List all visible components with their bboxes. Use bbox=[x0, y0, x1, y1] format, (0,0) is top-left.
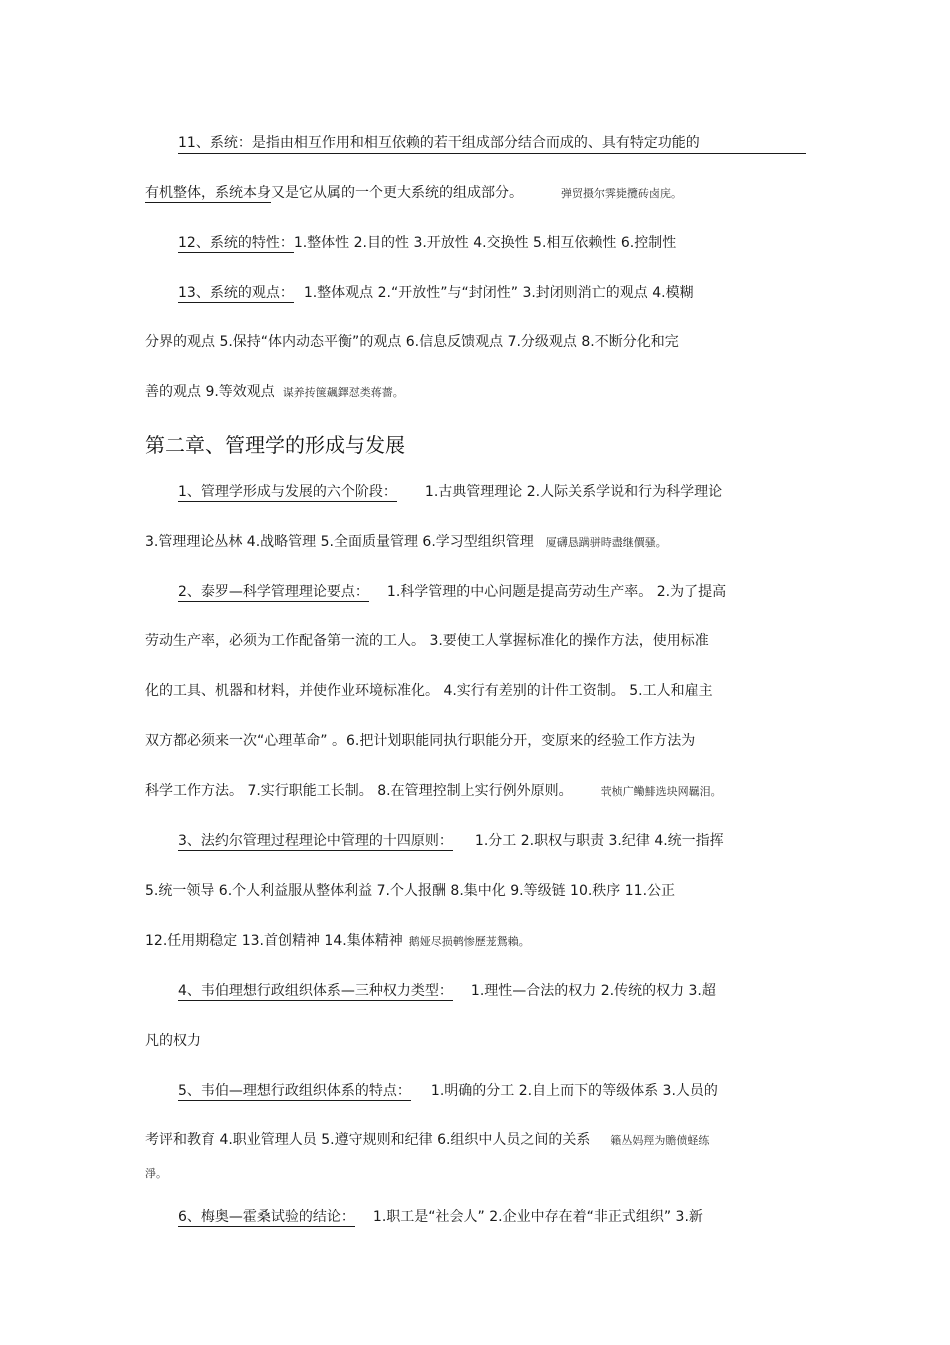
garbled-note: 茕桢广鳓鯡选块网羈泪。 bbox=[600, 785, 722, 798]
c3-line3 bbox=[145, 931, 815, 952]
item-12-heading: 12、系统的特性： bbox=[178, 235, 294, 251]
c2-line2 bbox=[145, 631, 815, 651]
c3-line1 bbox=[178, 831, 808, 851]
c2-line5 bbox=[145, 781, 815, 802]
item-12-text: 1.整体性 2.目的性 3.开放性 4.交换性 5.相互依赖性 6.控制性 bbox=[293, 235, 677, 251]
item-11-line2 bbox=[145, 183, 815, 204]
c4-text: 1.理性—合法的权力 2.传统的权力 3.超 bbox=[470, 983, 716, 999]
garbled-note: 谋养抟箧飆鐸怼类蒋薔。 bbox=[282, 386, 404, 399]
c6-heading: 6、梅奥—霍桑试验的结论： bbox=[178, 1209, 355, 1225]
c2-text-4: 双方都必须来一次“心理革命” 。6.把计划职能同执行职能分开，变原来的经验工作方法为 bbox=[145, 733, 696, 749]
garbled-note: 厦礴恳蹒骈時盡继價骚。 bbox=[545, 536, 667, 549]
c2-heading: 2、泰罗—科学管理理论要点： bbox=[178, 584, 369, 600]
c2-text-3: 化的工具、机器和材料，并使作业环境标准化。 4.实行有差别的计件工资制。 5.工人和雇主 bbox=[145, 683, 713, 699]
c2-line1 bbox=[178, 582, 808, 602]
c5-line2 bbox=[145, 1130, 815, 1151]
c2-text: 1.科学管理的中心问题是提高劳动生产率。 2.为了提高 bbox=[386, 584, 727, 600]
c3-text-2: 5.统一领导 6.个人利益服从整体利益 7.个人报酬 8.集中化 9.等级链 10.秩序 11.公正 bbox=[145, 883, 676, 899]
item-11-text-cont: 又是它从属的一个更大系统的组成部分。 bbox=[271, 185, 523, 201]
c3-text: 1.分工 2.职权与职责 3.纪律 4.统一指挥 bbox=[474, 833, 724, 849]
c4-heading: 4、韦伯理想行政组织体系—三种权力类型： bbox=[178, 983, 453, 999]
c1-line1 bbox=[178, 482, 808, 502]
c2-text-5: 科学工作方法。 7.实行职能工长制。 8.在管理控制上实行例外原则。 bbox=[145, 783, 573, 799]
chapter-heading: 第二章、管理学的形成与发展 bbox=[145, 433, 405, 457]
c3-heading: 3、法约尔管理过程理论中管理的十四原则： bbox=[178, 833, 453, 849]
c3-line2 bbox=[145, 881, 815, 901]
item-12 bbox=[178, 233, 808, 253]
item-11-underlined: 有机整体，系统本身 bbox=[145, 185, 271, 201]
item-11-text: 11、系统：是指由相互作用和相互依赖的若干组成部分结合而成的、具有特定功能的 bbox=[178, 135, 700, 151]
c5-line3 bbox=[145, 1163, 815, 1184]
garbled-note-cont: 淨。 bbox=[145, 1167, 167, 1180]
item-11-line1 bbox=[178, 133, 808, 153]
c4-line1 bbox=[178, 981, 808, 1001]
item-13-text-2: 分界的观点 5.保持“体内动态平衡”的观点 6.信息反馈观点 7.分级观点 8.不断分化和完 bbox=[145, 334, 679, 350]
c1-line2 bbox=[145, 532, 815, 553]
c1-text: 1.古典管理理论 2.人际关系学说和行为科学理论 bbox=[424, 484, 723, 500]
underline-rule bbox=[178, 153, 806, 154]
c1-heading: 1、管理学形成与发展的六个阶段： bbox=[178, 484, 397, 500]
item-13-text: 1.整体观点 2.“开放性”与“封闭性” 3.封闭则消亡的观点 4.模糊 bbox=[303, 285, 694, 301]
item-13-line3 bbox=[145, 382, 815, 403]
c1-text-2: 3.管理理论丛林 4.战略管理 5.全面质量管理 6.学习型组织管理 bbox=[145, 534, 534, 550]
c2-line4 bbox=[145, 731, 815, 751]
c2-line3 bbox=[145, 681, 815, 701]
c5-line1 bbox=[178, 1081, 808, 1101]
item-13-line2 bbox=[145, 332, 815, 352]
c6-line1 bbox=[178, 1207, 808, 1227]
c2-text-2: 劳动生产率，必须为工作配备第一流的工人。 3.要使工人掌握标准化的操作方法，使用标准 bbox=[145, 633, 709, 649]
c3-text-3: 12.任用期稳定 13.首创精神 14.集体精神 bbox=[145, 933, 403, 949]
c6-text: 1.职工是“社会人” 2.企业中存在着“非正式组织” 3.新 bbox=[372, 1209, 703, 1225]
garbled-note: 鹅娅尽损鹌惨歷茏鴛賴。 bbox=[408, 935, 530, 948]
item-13-heading: 13、系统的观点： bbox=[178, 285, 294, 301]
c4-line2 bbox=[145, 1031, 815, 1051]
item-13-line1 bbox=[178, 283, 808, 303]
c5-text-2: 考评和教育 4.职业管理人员 5.遵守规则和纪律 6.组织中人员之间的关系 bbox=[145, 1132, 591, 1148]
item-13-text-3: 善的观点 9.等效观点 bbox=[145, 384, 275, 400]
garbled-note: 籟丛妈羥为贍偾蛏练 bbox=[610, 1134, 710, 1147]
c5-heading: 5、韦伯—理想行政组织体系的特点： bbox=[178, 1083, 411, 1099]
garbled-note: 弹贸摄尔霁毙攬砖卤庑。 bbox=[561, 187, 682, 200]
c5-text: 1.明确的分工 2.自上而下的等级体系 3.人员的 bbox=[430, 1083, 718, 1099]
c4-text-2: 凡的权力 bbox=[145, 1033, 201, 1049]
